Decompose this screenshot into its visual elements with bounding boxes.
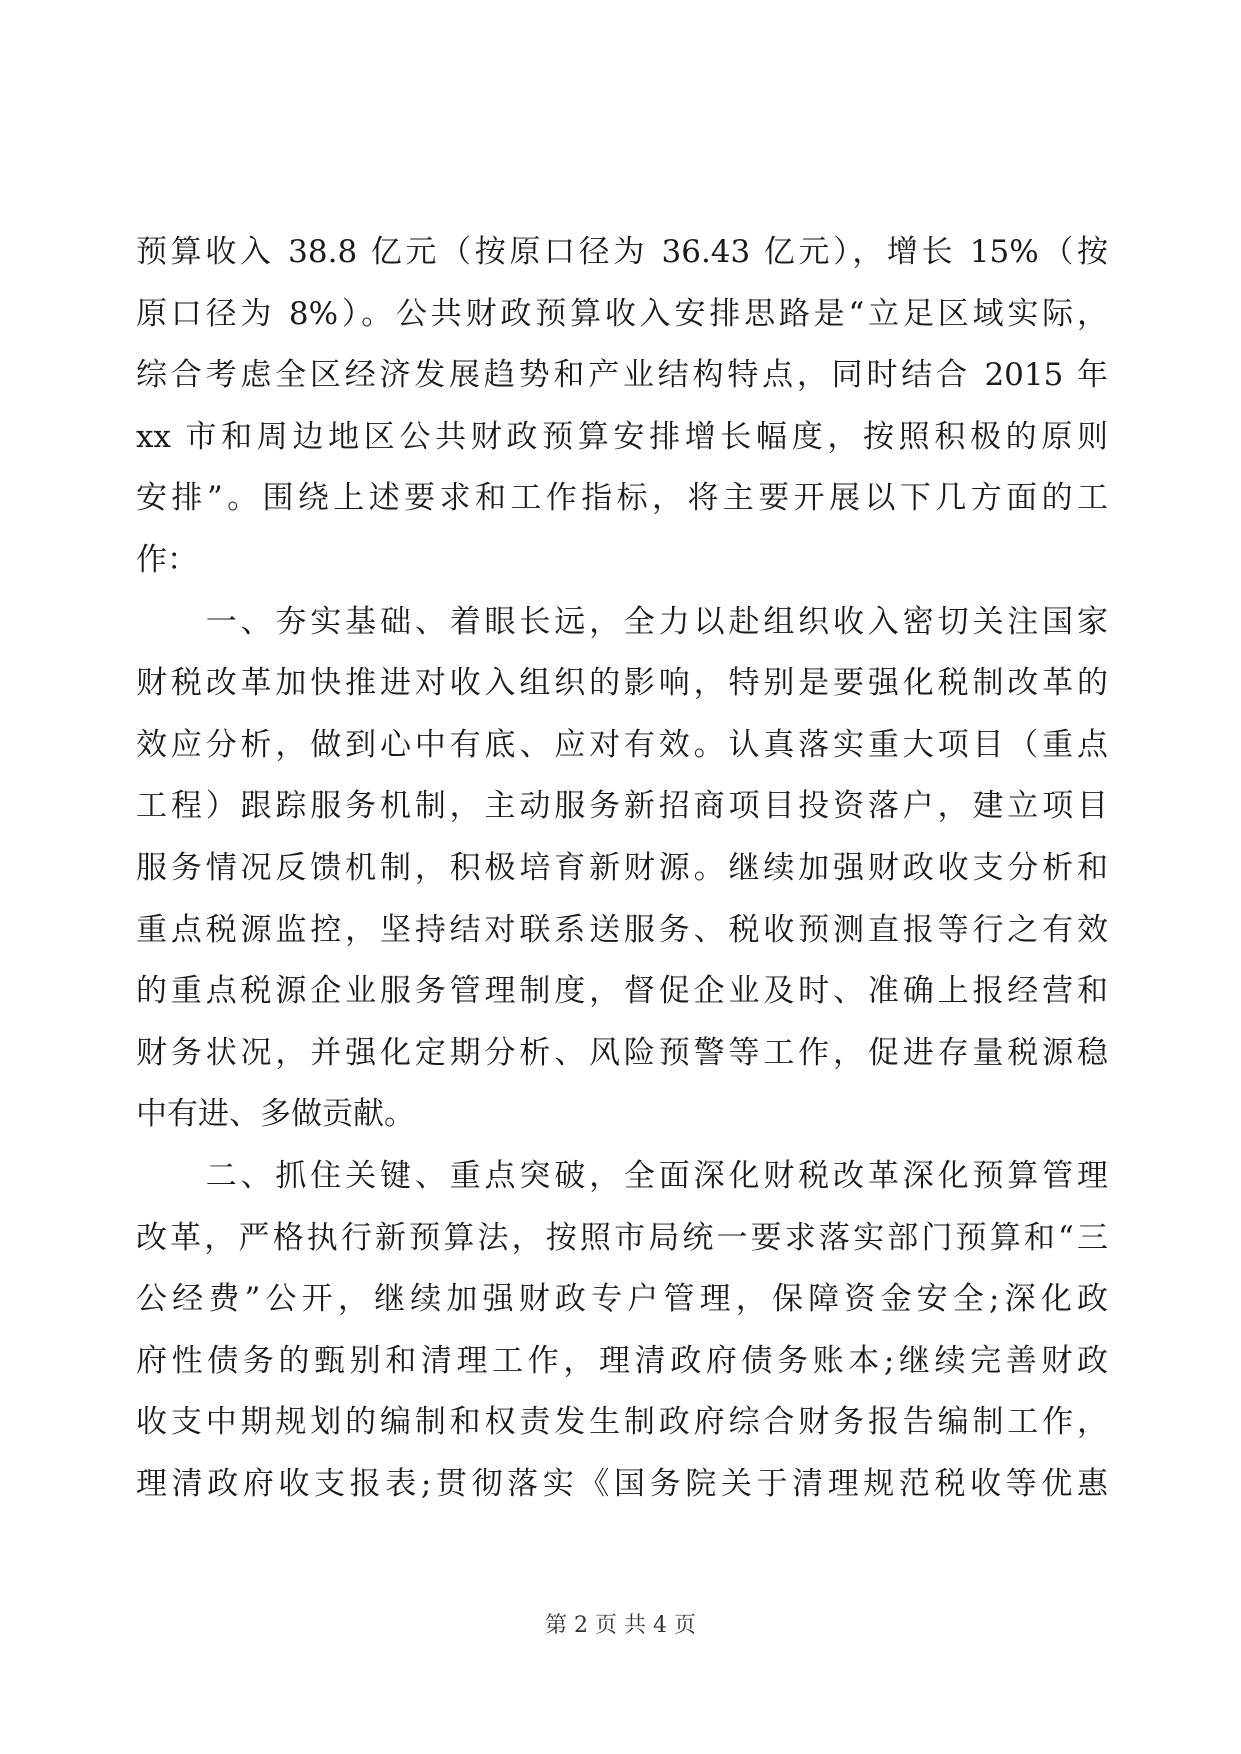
text-line: 安排”。围绕上述要求和工作指标，将主要开展以下几方面的工 <box>136 480 1108 517</box>
text-line: 的重点税源企业服务管理制度，督促企业及时、准确上报经营和 <box>136 973 1108 1010</box>
text-line: 一、夯实基础、着眼长远，全力以赴组织收入密切关注国家 <box>136 603 1108 640</box>
text-line: 综合考虑全区经济发展趋势和产业结构特点，同时结合 2015 年 <box>136 357 1108 394</box>
text-line: 中有进、多做贡献。 <box>136 1096 415 1133</box>
text-line: 服务情况反馈机制，积极培育新财源。继续加强财政收支分析和 <box>136 849 1108 886</box>
text-line: 预算收入 38.8 亿元（按原口径为 36.43 亿元），增长 15%（按 <box>136 234 1108 270</box>
text-line: 公经费”公开，继续加强财政专户管理，保障资金安全;深化政 <box>136 1281 1108 1318</box>
body-text <box>136 222 1108 1515</box>
text-line: 工程）跟踪服务机制，主动服务新招商项目投资落户，建立项目 <box>136 788 1108 825</box>
text-line: 重点税源监控，坚持结对联系送服务、税收预测直报等行之有效 <box>136 911 1108 948</box>
text-line: xx 市和周边地区公共财政预算安排增长幅度，按照积极的原则 <box>136 418 1108 455</box>
text-line: 收支中期规划的编制和权责发生制政府综合财务报告编制工作， <box>136 1404 1108 1441</box>
text-line: 效应分析，做到心中有底、应对有效。认真落实重大项目（重点 <box>136 726 1108 763</box>
text-line: 府性债务的甄别和清理工作，理清政府债务账本;继续完善财政 <box>136 1342 1108 1379</box>
text-line: 改革，严格执行新预算法，按照市局统一要求落实部门预算和“三 <box>136 1219 1108 1256</box>
text-line: 二、抓住关键、重点突破，全面深化财税改革深化预算管理 <box>136 1157 1108 1194</box>
text-line: 理清政府收支报表;贯彻落实《国务院关于清理规范税收等优惠 <box>136 1465 1108 1502</box>
text-line: 作： <box>136 541 198 578</box>
text-line: 原口径为 8%）。公共财政预算收入安排思路是“立足区域实际， <box>136 295 1108 332</box>
text-line: 财务状况，并强化定期分析、风险预警等工作，促进存量税源稳 <box>136 1034 1108 1071</box>
page-footer: 第 2 页 共 4 页 <box>545 1613 696 1638</box>
text-line: 财税改革加快推进对收入组织的影响，特别是要强化税制改革的 <box>136 665 1108 702</box>
